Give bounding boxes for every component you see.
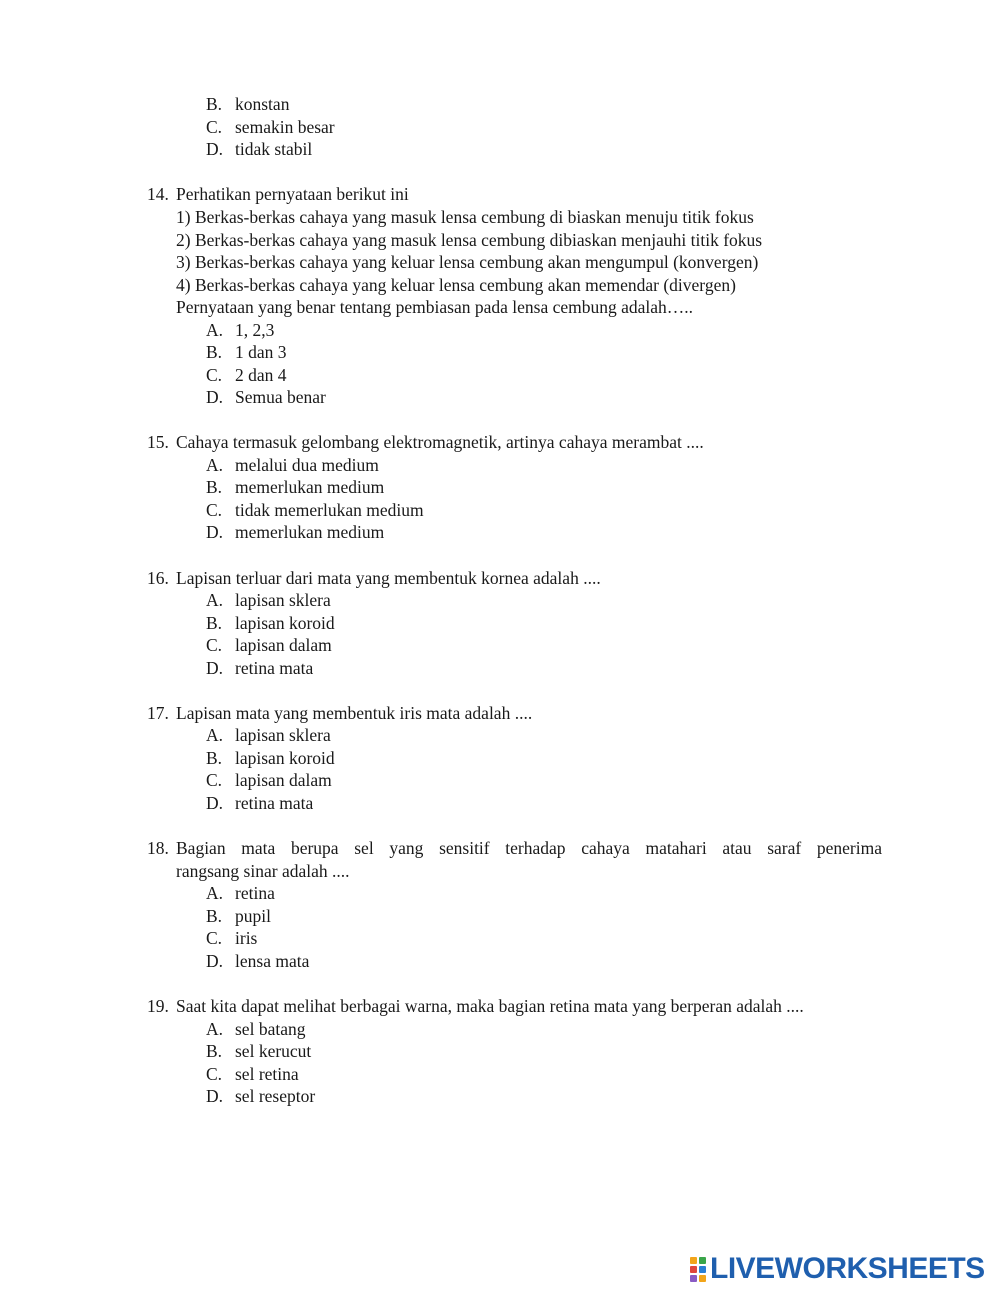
q17-option-a[interactable]: A. lapisan sklera bbox=[206, 725, 331, 745]
q14-option-d[interactable]: D. Semua benar bbox=[206, 387, 326, 407]
q14-option-c[interactable]: C. 2 dan 4 bbox=[206, 365, 287, 385]
q18-stem-line1: Bagian mata berupa sel yang sensitif terhadap cahaya matahari atau saraf penerima bbox=[176, 838, 882, 858]
q16-option-c[interactable]: C. lapisan dalam bbox=[206, 635, 332, 655]
q14-statement: 2) Berkas-berkas cahaya yang masuk lensa cembung dibiaskan menjauhi titik fokus bbox=[176, 230, 763, 250]
q19-stem: 19. Saat kita dapat melihat berbagai warna, maka bagian retina mata yang berperan adalah .... bbox=[147, 996, 804, 1016]
q13-option-b[interactable]: B. konstan bbox=[206, 94, 290, 114]
q19-option-c[interactable]: C. sel retina bbox=[206, 1064, 299, 1084]
liveworksheets-mark-icon bbox=[690, 1257, 706, 1282]
logo-tile bbox=[699, 1257, 706, 1264]
q15-option-c[interactable]: C. tidak memerlukan medium bbox=[206, 500, 424, 520]
q17-option-c[interactable]: C. lapisan dalam bbox=[206, 770, 332, 790]
q16-option-a[interactable]: A. lapisan sklera bbox=[206, 590, 331, 610]
q13-option-d[interactable]: D. tidak stabil bbox=[206, 139, 313, 159]
q14-question: Pernyataan yang benar tentang pembiasan pada lensa cembung adalah….. bbox=[176, 297, 694, 317]
q15-option-b[interactable]: B. memerlukan medium bbox=[206, 477, 385, 497]
logo-tile bbox=[699, 1266, 706, 1273]
logo-tile bbox=[690, 1257, 697, 1264]
q14-stem: 14. Perhatikan pernyataan berikut ini bbox=[147, 184, 409, 204]
q19-option-d[interactable]: D. sel reseptor bbox=[206, 1086, 316, 1106]
q15-option-a[interactable]: A. melalui dua medium bbox=[206, 455, 379, 475]
q13-option-c[interactable]: C. semakin besar bbox=[206, 117, 335, 137]
q16-option-d[interactable]: D. retina mata bbox=[206, 658, 314, 678]
q18-option-d[interactable]: D. lensa mata bbox=[206, 951, 310, 971]
q18-option-b[interactable]: B. pupil bbox=[206, 906, 271, 926]
q14-option-a[interactable]: A. 1, 2,3 bbox=[206, 320, 275, 340]
logo-tile bbox=[690, 1266, 697, 1273]
q19-option-b[interactable]: B. sel kerucut bbox=[206, 1041, 312, 1061]
q15-option-d[interactable]: D. memerlukan medium bbox=[206, 522, 385, 542]
q17-option-b[interactable]: B. lapisan koroid bbox=[206, 748, 335, 768]
liveworksheets-logo bbox=[690, 1253, 985, 1285]
q16-option-b[interactable]: B. lapisan koroid bbox=[206, 613, 335, 633]
q15-stem: 15. Cahaya termasuk gelombang elektromagnetik, artinya cahaya merambat .... bbox=[147, 432, 704, 452]
q18-number: 18. bbox=[147, 838, 169, 858]
q16-stem: 16. Lapisan terluar dari mata yang membentuk kornea adalah .... bbox=[147, 568, 601, 588]
q17-stem: 17. Lapisan mata yang membentuk iris mata adalah .... bbox=[147, 703, 533, 723]
q18-option-c[interactable]: C. iris bbox=[206, 928, 258, 948]
q18-stem-line2: rangsang sinar adalah .... bbox=[176, 861, 350, 881]
q14-statement: 1) Berkas-berkas cahaya yang masuk lensa cembung di biaskan menuju titik fokus bbox=[176, 207, 754, 227]
q18-option-a[interactable]: A. retina bbox=[206, 883, 275, 903]
q17-option-d[interactable]: D. retina mata bbox=[206, 793, 314, 813]
q14-statement: 4) Berkas-berkas cahaya yang keluar lensa cembung akan memendar (divergen) bbox=[176, 275, 736, 295]
logo-tile bbox=[699, 1275, 706, 1282]
q19-option-a[interactable]: A. sel batang bbox=[206, 1019, 306, 1039]
q14-option-b[interactable]: B. 1 dan 3 bbox=[206, 342, 287, 362]
logo-tile bbox=[690, 1275, 697, 1282]
q14-statement: 3) Berkas-berkas cahaya yang keluar lensa cembung akan mengumpul (konvergen) bbox=[176, 252, 759, 272]
liveworksheets-wordmark: LIVEWORKSHEETS bbox=[710, 1252, 985, 1285]
